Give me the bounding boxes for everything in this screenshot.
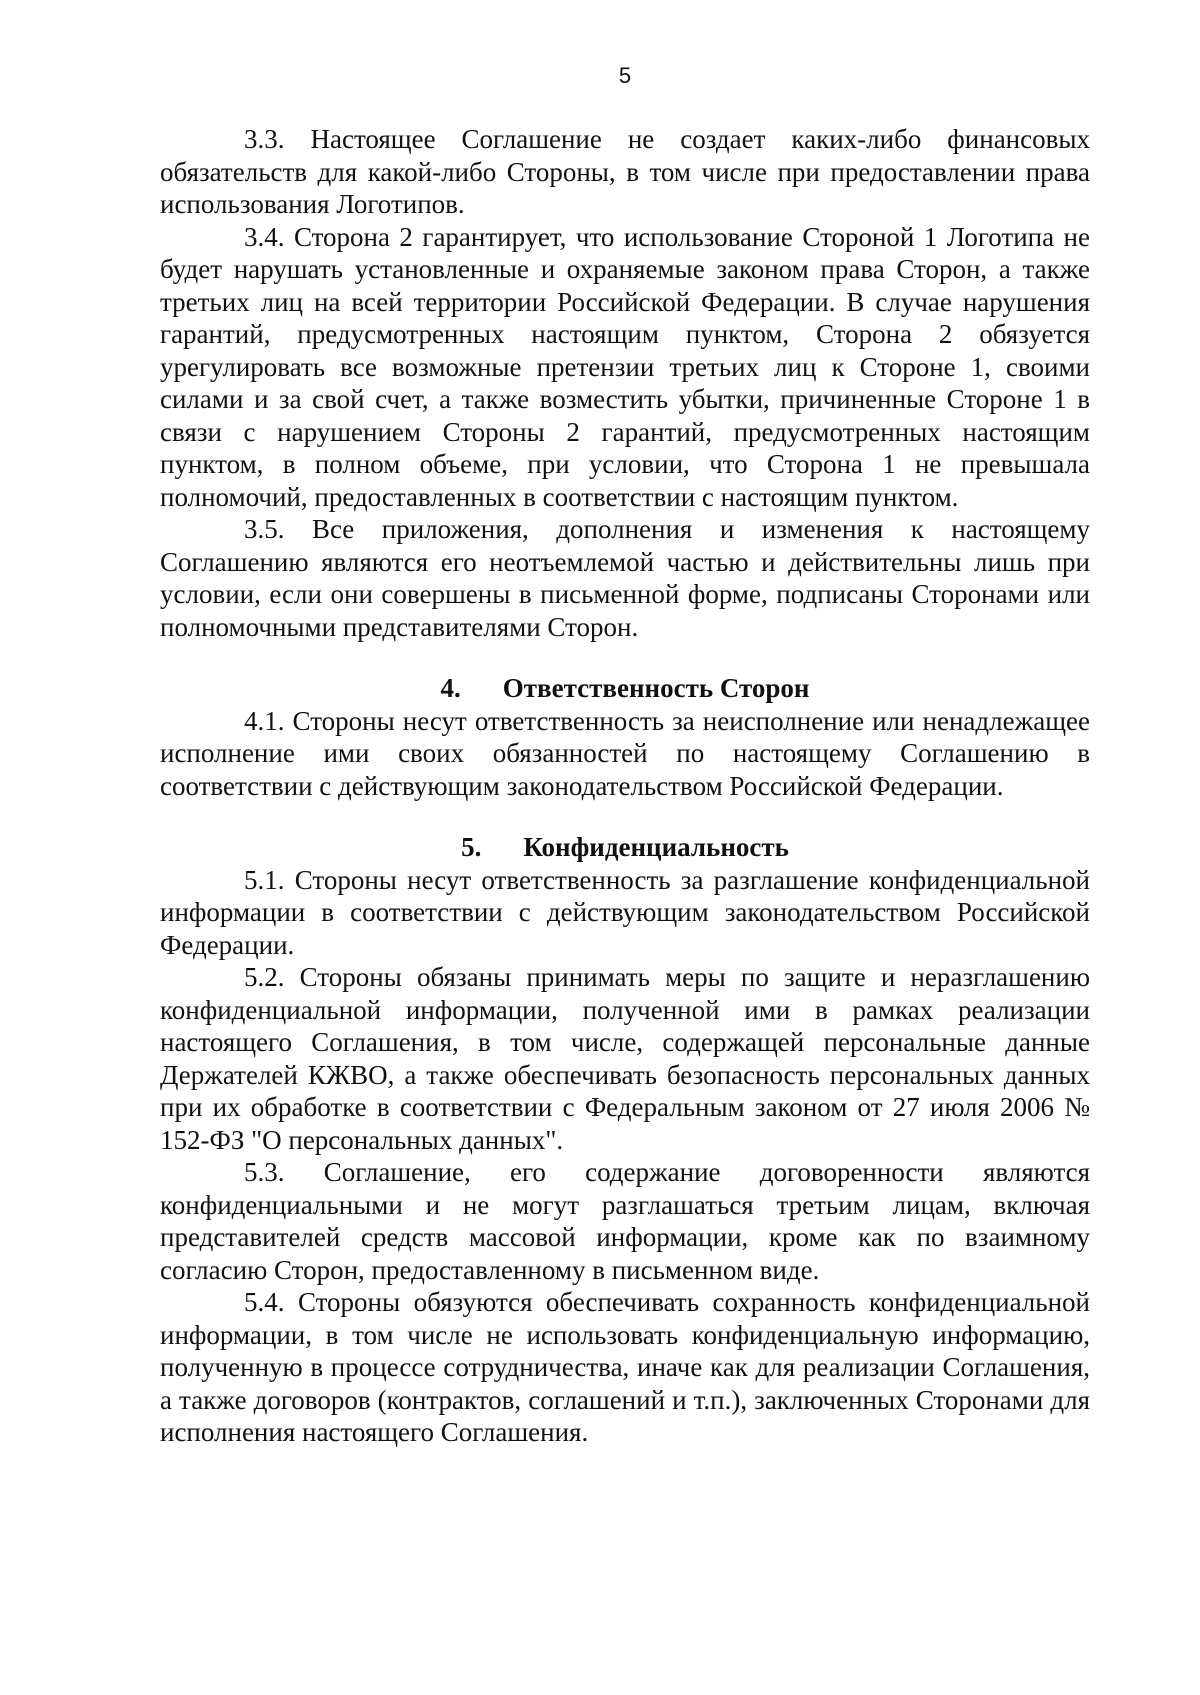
paragraph-5-1: 5.1. Стороны несут ответственность за разглашение конфиденциальной информации в соответствии с действующим законодательством Российской Федерации. [160, 864, 1090, 960]
paragraph-5-3: 5.3. Соглашение, его содержание договоренности являются конфиденциальными и не могут разглашаться третьим лицам, включая представителей средств массовой информации, кроме как по взаимному согласию Сторон, предоставленному в письменном виде. [160, 1157, 1090, 1285]
paragraph-4-1: 4.1. Стороны несут ответственность за неисполнение или ненадлежащее исполнение ими своих обязанностей по настоящему Соглашению в соответствии с действующим законодательством Российской Федерации. [160, 705, 1090, 801]
paragraph-3-4: 3.4. Сторона 2 гарантирует, что использование Стороной 1 Логотипа не будет нарушать установленные и охраняемые законом права Сторон, а также третьих лиц на всей территории Российской Федерации. В случае нарушения гарантий, предусмотренных настоящим пунктом, Сторона 2 обязуется урегулировать все возможные претензии третьих лиц к Стороне 1, своими силами и за свой счет, а также возместить убытки, причиненные Стороне 1 в связи с нарушением Стороны 2 гарантий, предусмотренных настоящим пунктом, в полном объеме, при условии, что Сторона 1 не превышала полномочий, предоставленных в соответствии с настоящим пунктом. [160, 221, 1090, 512]
paragraph-3-3: 3.3. Настоящее Соглашение не создает каких-либо финансовых обязательств для какой-либо Стороны, в том числе при предоставлении права использования Логотипов. [160, 124, 1090, 219]
paragraph-3-5: 3.5. Все приложения, дополнения и изменения к настоящему Соглашению являются его неотъемлемой частью и действительны лишь при условии, если они совершены в письменной форме, подписаны Сторонами или полномочными представителями Сторон. [160, 514, 1090, 642]
section-title: Конфиденциальность [523, 832, 789, 862]
section-number: 4. [440, 673, 461, 703]
section-number: 5. [461, 832, 482, 862]
paragraph-5-2: 5.2. Стороны обязаны принимать меры по защите и неразглашению конфиденциальной информации, полученной ими в рамках реализации настоящего Соглашения, в том числе, содержащей персональные данные Держателей КЖВО, а также обеспечивать безопасность персональных данных при их обработке в соответствии с Федеральным законом от 27 июля 2006 № 152-ФЗ "О персональных данных". [160, 962, 1090, 1155]
section-heading-5 [160, 831, 1090, 864]
document-page [160, 60, 1090, 1449]
page-number: 5 [618, 63, 632, 88]
section-title: Ответственность Сторон [502, 673, 810, 703]
paragraph-5-4: 5.4. Стороны обязуются обеспечивать сохранность конфиденциальной информации, в том числе не использовать конфиденциальную информацию, полученную в процессе сотрудничества, иначе как для реализации Соглашения, а также договоров (контрактов, соглашений и т.п.), заключенных Сторонами для исполнения настоящего Соглашения. [160, 1287, 1090, 1447]
section-heading-4 [160, 672, 1090, 705]
